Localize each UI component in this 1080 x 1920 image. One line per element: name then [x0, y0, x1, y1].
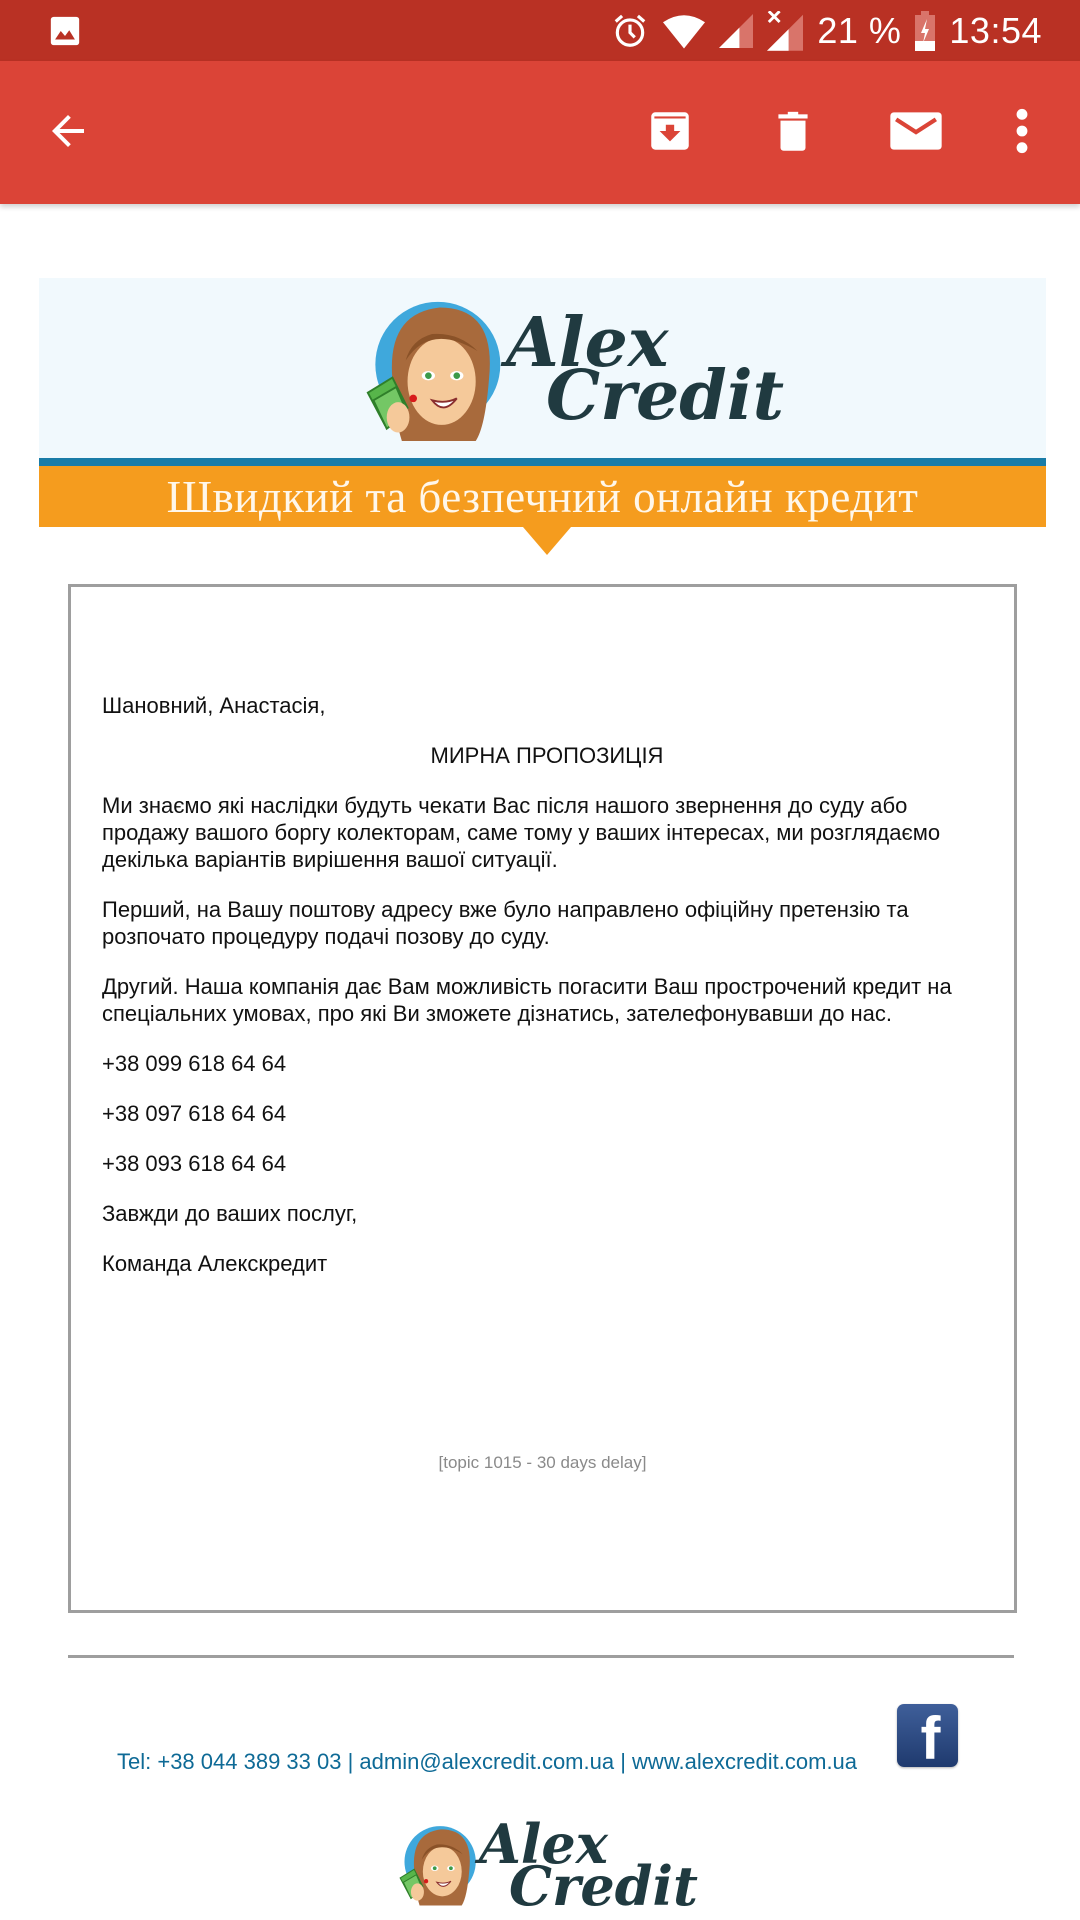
mascot-avatar [398, 1810, 479, 1920]
separator-text: | [614, 1749, 633, 1774]
paragraph: Ми знаємо які наслідки будуть чекати Вас після нашого звернення до суду або продажу вашого боргу колекторам, саме тому у ваших інтересах, ми розглядаємо декілька варіантів вирішення вашої ситуації. [102, 793, 941, 872]
paragraph: Другий. Наша компанія дає Вам можливість погасити Ваш прострочений кредит на спеціальних умовах, про які Ви зможете дізнатись, зателефонувавши до нас. [102, 974, 952, 1026]
letter-box [68, 584, 1017, 1613]
battery-charging-icon [915, 11, 935, 51]
arrow-back-icon [44, 107, 92, 155]
delete-icon [768, 106, 818, 156]
signal-no-data-icon [767, 11, 803, 51]
facebook-icon[interactable] [897, 1704, 958, 1767]
archive-button[interactable] [638, 99, 702, 163]
banner-pointer [523, 527, 571, 555]
app-bar [0, 61, 1080, 204]
greeting: Шановний, Анастасія, [102, 693, 326, 718]
signal-icon [719, 13, 753, 49]
logo-wordmark: Alex Credit [506, 302, 784, 436]
archive-icon [645, 106, 695, 156]
separator-text: | [341, 1749, 360, 1774]
status-bar [0, 0, 1080, 61]
alexcredit-logo [364, 290, 784, 450]
banner-header [39, 278, 1046, 458]
paragraph: Перший, на Вашу поштову адресу вже було направлено офіційну претензію та розпочато процедуру подачі позову до суду. [102, 897, 909, 949]
phone-number[interactable]: +38 093 618 64 64 [102, 1151, 287, 1176]
footer-website-link[interactable]: www.alexcredit.com.ua [632, 1749, 858, 1774]
phone-number[interactable]: +38 097 618 64 64 [102, 1101, 287, 1126]
topic-label: [topic 1015 - 30 days delay] [438, 1453, 647, 1472]
alarm-icon [611, 12, 649, 50]
footer-contacts [117, 1749, 857, 1775]
logo-wordmark: Alex Credit [479, 1811, 698, 1918]
mark-unread-icon [888, 106, 944, 156]
back-button[interactable] [36, 99, 100, 163]
image-icon [48, 14, 82, 48]
signature: Команда Алекскредит [102, 1251, 328, 1276]
banner-stripe [39, 458, 1046, 466]
delete-button[interactable] [761, 99, 825, 163]
facebook-letter: f [920, 1705, 941, 1767]
letter-title: МИРНА ПРОПОЗИЦІЯ [430, 743, 664, 768]
alexcredit-logo-footer [398, 1810, 698, 1920]
email-banner [39, 278, 1046, 558]
closing: Завжди до ваших послуг, [102, 1201, 358, 1226]
letter-body [102, 692, 992, 1300]
mascot-avatar [364, 290, 506, 450]
phone-number[interactable]: +38 099 618 64 64 [102, 1051, 287, 1076]
more-options-button[interactable] [990, 99, 1054, 163]
banner-tagline: Швидкий та безпечний онлайн кредит [166, 471, 919, 522]
footer-email-link[interactable]: admin@alexcredit.com.ua [359, 1749, 615, 1774]
wifi-icon [663, 13, 705, 49]
battery-percent: 21 % [817, 9, 902, 51]
footer-tel-link[interactable]: Tel: +38 044 389 33 03 [117, 1749, 342, 1774]
banner-tagline-bar [39, 466, 1046, 527]
more-vert-icon [1010, 106, 1034, 156]
clock: 13:54 [949, 9, 1042, 51]
divider [68, 1655, 1014, 1658]
mark-unread-button[interactable] [884, 99, 948, 163]
